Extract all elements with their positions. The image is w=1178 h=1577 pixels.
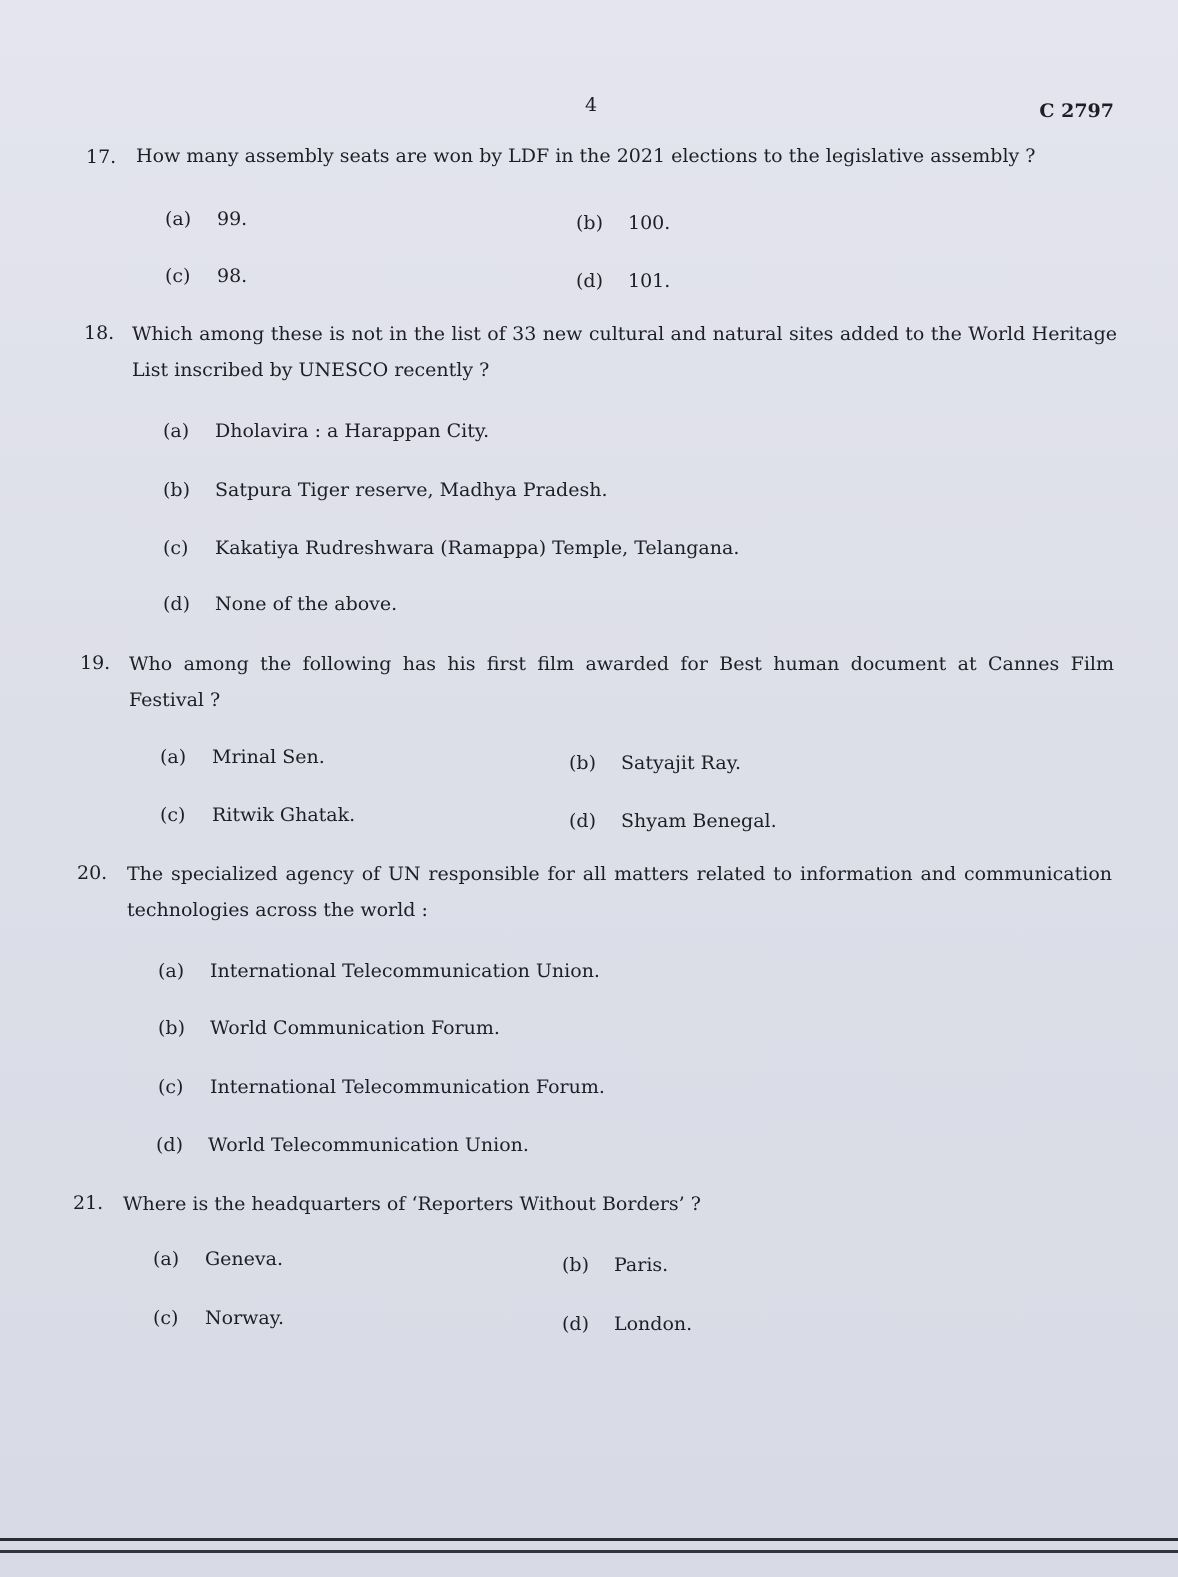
question-number: 21. xyxy=(73,1192,104,1214)
option-c: (c) Kakatiya Rudreshwara (Ramappa) Temple, Telangana. xyxy=(163,537,740,559)
option-a: (a) Mrinal Sen. xyxy=(160,746,325,768)
option-b: (b) Paris. xyxy=(562,1254,669,1276)
question-text: Which among these is not in the list of 33 new cultural and natural sites added to the World Heritage List inscribed by UNESCO recently ? xyxy=(132,323,1117,381)
question-number: 18. xyxy=(84,322,115,344)
option-d: (d) None of the above. xyxy=(163,593,398,615)
option-b: (b) World Communication Forum. xyxy=(158,1017,500,1039)
option-c: (c) Norway. xyxy=(153,1307,284,1329)
question-text: Where is the headquarters of ‘Reporters Without Borders’ ? xyxy=(123,1193,701,1215)
paper-code: C 2797 xyxy=(1039,100,1114,122)
option-d: (d) 101. xyxy=(576,270,671,292)
option-b: (b) Satyajit Ray. xyxy=(569,752,742,774)
question-text: Who among the following has his first film awarded for Best human document at Cannes Film Festival ? xyxy=(129,653,1114,711)
question-text: How many assembly seats are won by LDF in the 2021 elections to the legislative assembly ? xyxy=(136,145,1036,167)
option-d: (d) Shyam Benegal. xyxy=(569,810,777,832)
footer-rule xyxy=(0,1538,1178,1541)
option-d: (d) World Telecommunication Union. xyxy=(156,1134,529,1156)
question-number: 19. xyxy=(80,652,111,674)
option-a: (a) 99. xyxy=(165,208,248,230)
option-b: (b) Satpura Tiger reserve, Madhya Pradesh. xyxy=(163,479,608,501)
option-c: (c) International Telecommunication Forum. xyxy=(158,1076,605,1098)
page-number: 4 xyxy=(585,94,598,116)
question-number: 20. xyxy=(77,862,108,884)
question-text: The specialized agency of UN responsible for all matters related to information and communication technologies across the world : xyxy=(127,863,1112,921)
option-a: (a) Dholavira : a Harappan City. xyxy=(163,420,490,442)
option-c: (c) Ritwik Ghatak. xyxy=(160,804,356,826)
question-number: 17. xyxy=(86,146,117,168)
option-c: (c) 98. xyxy=(165,265,248,287)
option-d: (d) London. xyxy=(562,1313,693,1335)
footer-rule xyxy=(0,1550,1178,1553)
option-a: (a) Geneva. xyxy=(153,1248,284,1270)
option-a: (a) International Telecommunication Union. xyxy=(158,960,600,982)
option-b: (b) 100. xyxy=(576,212,671,234)
